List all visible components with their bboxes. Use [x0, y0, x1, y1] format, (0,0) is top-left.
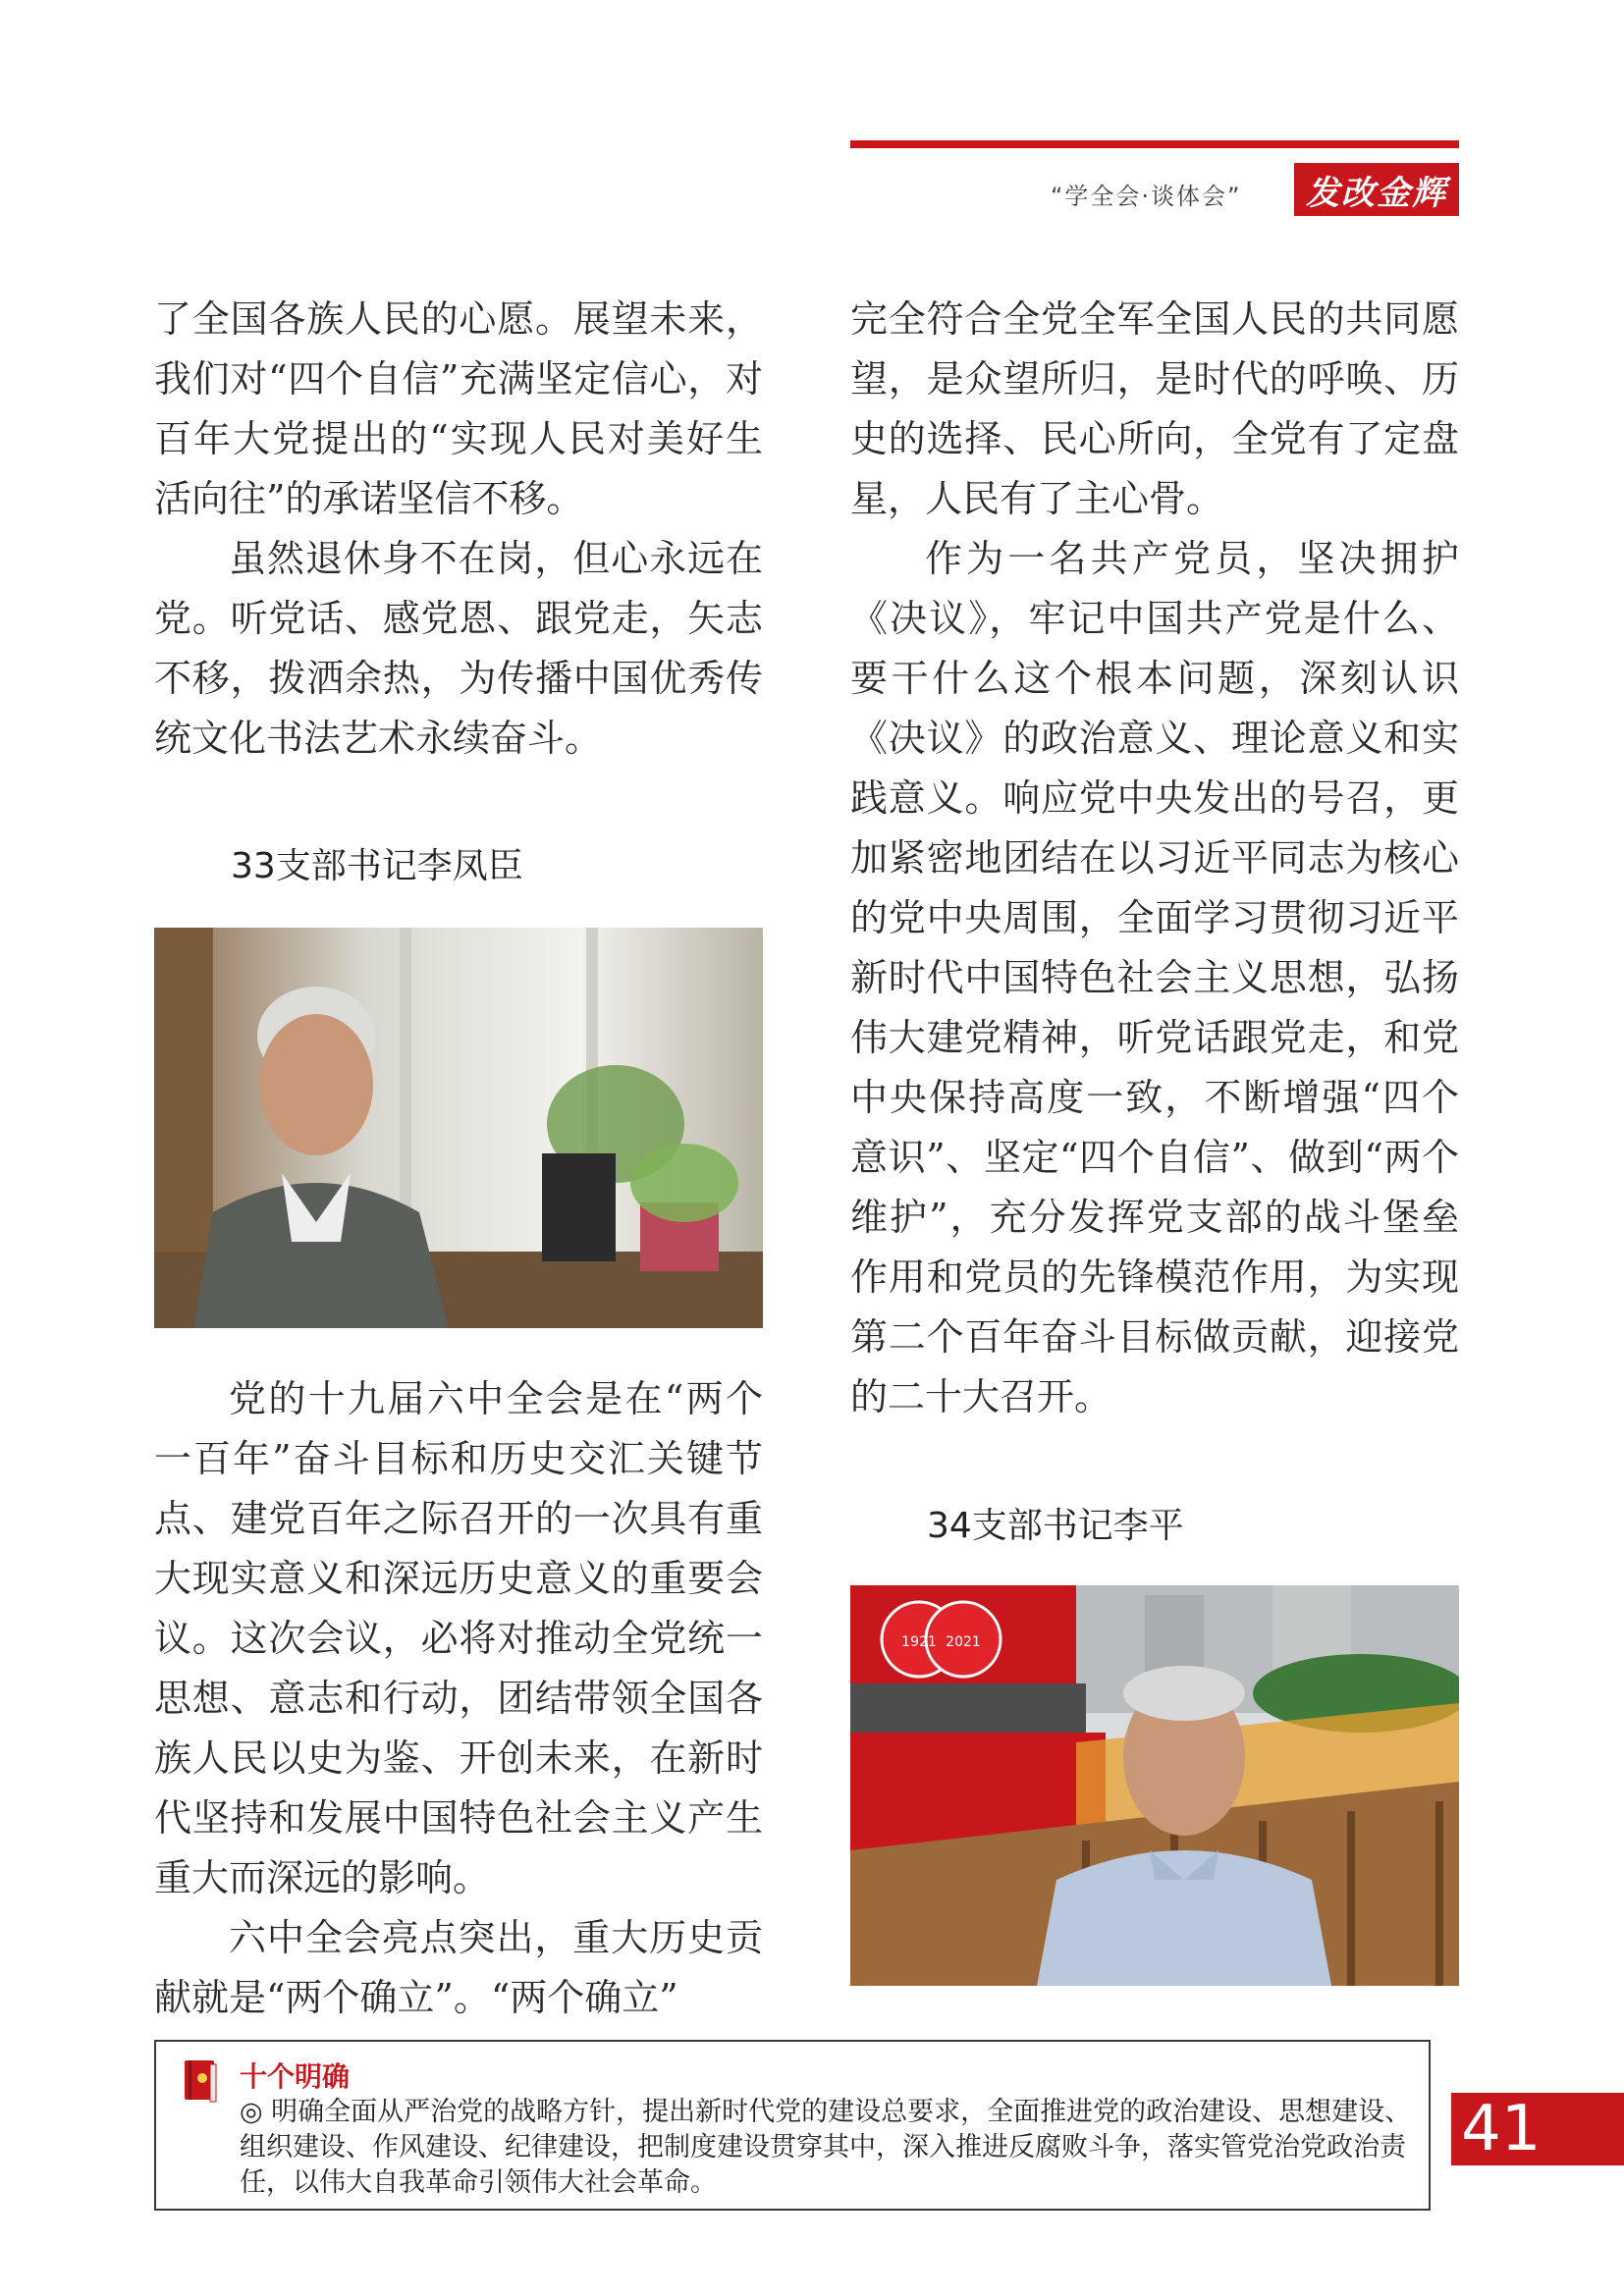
- header-rule: [850, 140, 1459, 148]
- left-paragraph-4: 六中全会亮点突出，重大历史贡献就是“两个确立”。“两个确立”: [154, 1916, 763, 2019]
- header-brand-logo: 发改金辉: [1294, 163, 1459, 216]
- footer-title: 十个明确: [240, 2060, 351, 2093]
- left-column: [154, 290, 763, 2028]
- header-slogan: “学全会·谈体会”: [1051, 183, 1242, 210]
- left-paragraph-2: 虽然退休身不在岗，但心永远在党。听党话、感党恩、跟党走，矢志不移，拨洒余热，为传播中国优秀传统文化书法艺术永续奋斗。: [154, 537, 763, 760]
- page-number: 41: [1451, 2093, 1624, 2165]
- book-icon: [183, 2058, 218, 2104]
- footer-body: ◎ 明确全面从严治党的战略方针，提出新时代党的建设总要求，全面推进党的政治建设、思想建设、组织建设、作风建设、纪律建设，把制度建设贯穿其中，深入推进反腐败斗争，落实管党治党政治责任，以伟大自我革命引领伟大社会革命。: [240, 2097, 1412, 2198]
- section-heading-li-ping: 34支部书记李平: [927, 1506, 1184, 1546]
- photo-badge-left: 1921: [901, 1634, 937, 1650]
- left-paragraph-3: 党的十九届六中全会是在“两个一百年”奋斗目标和历史交汇关键节点、建党百年之际召开的一次具有重大现实意义和深远历史意义的重要会议。这次会议，必将对推动全党统一思想、意志和行动，团结带领全国各族人民以史为鉴、开创未来，在新时代坚持和发展中国特色社会主义产生重大而深远的影响。: [154, 1377, 763, 1899]
- photo-li-ping: [850, 1585, 1459, 1986]
- left-paragraph-1: 了全国各族人民的心愿。展望未来，我们对“四个自信”充满坚定信心，对百年大党提出的“实现人民对美好生活向往”的承诺坚信不移。: [154, 297, 763, 520]
- section-heading-li-fengchen: 33支部书记李凤臣: [231, 846, 523, 886]
- photo-badge-right: 2021: [946, 1634, 981, 1650]
- right-paragraph-2: 作为一名共产党员，坚决拥护《决议》，牢记中国共产党是什么、要干什么这个根本问题，深刻认识《决议》的政治意义、理论意义和实践意义。响应党中央发出的号召，更加紧密地团结在以习近平同志为核心的党中央周围，全面学习贯彻习近平新时代中国特色社会主义思想，弘扬伟大建党精神，听党话跟党走，和党中央保持高度一致，不断增强“四个意识”、坚定“四个自信”、做到“两个维护”，充分发挥党支部的战斗堡垒作用和党员的先锋模范作用，为实现第二个百年奋斗目标做贡献，迎接党的二十大召开。: [850, 537, 1459, 1418]
- right-column: [850, 290, 1459, 1986]
- photo-li-fengchen: [154, 928, 763, 1328]
- right-paragraph-1: 完全符合全党全军全国人民的共同愿望，是众望所归，是时代的呼唤、历史的选择、民心所向，全党有了定盘星，人民有了主心骨。: [850, 297, 1459, 520]
